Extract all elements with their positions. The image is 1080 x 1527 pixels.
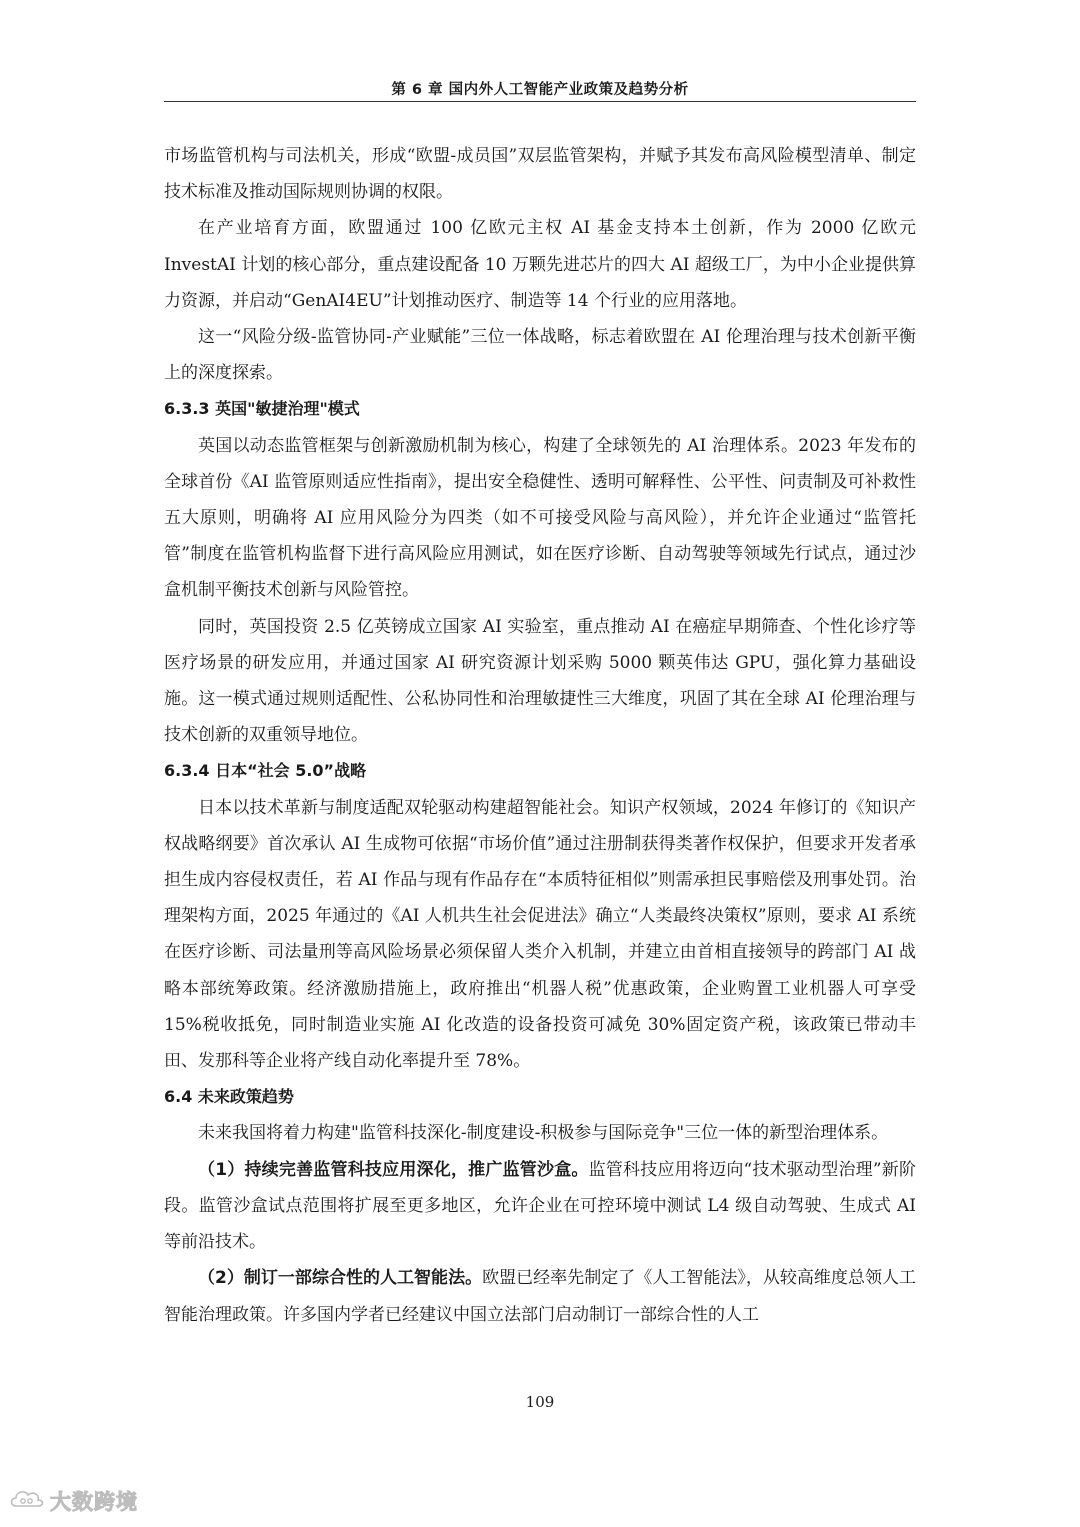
page-body — [164, 138, 916, 1333]
paragraph: 同时，英国投资 2.5 亿英镑成立国家 AI 实验室，重点推动 AI 在癌症早期筛查、个性化诊疗等医疗场景的研发应用，并通过国家 AI 研究资源计划采购 5000 颗英伟达 GPU，强化算力基础设施。这一模式通过规则适配性、公私协同性和治理敏捷性三大维度，巩固了其在全球 AI 伦理治理与技术创新的双重领导地位。 — [164, 616, 916, 746]
page-number: 109 — [525, 1393, 555, 1411]
paragraph: 日本以技术革新与制度适配双轮驱动构建超智能社会。知识产权领域，2024 年修订的《知识产权战略纲要》首次承认 AI 生成物可依据“市场价值”通过注册制获得类著作权保护，但要求开发者承担生成内容侵权责任，若 AI 作品与现有作品存在“本质特征相似”则需承担民事赔偿及刑事处罚。治理架构方面，2025 年通过的《AI 人机共生社会促进法》确立“人类最终决策权”原则，要求 AI 系统在医疗诊断、司法量刑等高风险场景必须保留人类介入机制，并建立由首相直接领导的跨部门 AI 战略本部统筹政策。经济激励措施上，政府推出“机器人税”优惠政策，企业购置工业机器人可享受 15%税收抵免，同时制造业实施 AI 化改造的设备投资可减免 30%固定资产税，该政策已带动丰田、发那科等企业将产线自动化率提升至 78%。 — [164, 797, 916, 1072]
paragraph-text: 欧盟已经率先制定了《人工智能法》，从较高维度总领人工智能治理政策。许多国内学者已经建议中国立法部门启动制订一部综合性的人工 — [164, 1268, 917, 1325]
header-rule — [164, 101, 916, 102]
paragraph-text: 监管科技应用将迈向“技术驱动型治理”新阶段。监管沙盒试点范围将扩展至更多地区，允许企业在可控环境中测试 L4 级自动驾驶、生成式 AI 等前沿技术。 — [164, 1159, 916, 1253]
paragraph: 在产业培育方面，欧盟通过 100 亿欧元主权 AI 基金支持本土创新，作为 2000 亿欧元 InvestAI 计划的核心部分，重点建设配备 10 万颗先进芯片的四大 AI 超级工厂，为中小企业提供算力资源，并启动“GenAI4EU”计划推动医疗、制造等 14 个行业的应用落地。 — [164, 218, 916, 311]
paragraph: 英国以动态监管框架与创新激励机制为核心，构建了全球领先的 AI 治理体系。2023 年发布的全球首份《AI 监管原则适应性指南》，提出安全稳健性、透明可解释性、公平性、问责制及可补救性五大原则，明确将 AI 应用风险分为四类（如不可接受风险与高风险），并允许企业通过“监管托管”制度在监管机构监督下进行高风险应用测试，如在医疗诊断、自动驾驶等领域先行试点，通过沙盒机制平衡技术创新与风险管控。 — [164, 435, 916, 601]
paragraph — [164, 1152, 916, 1261]
paragraph: 未来我国将着力构建"监管科技深化-制度建设-积极参与国际竞争"三位一体的新型治理体系。 — [198, 1123, 889, 1144]
running-header: 第 6 章 国内外人工智能产业政策及趋势分析 — [391, 82, 689, 98]
section-heading-6-3-4: 6.3.4 日本“社会 5.0”战略 — [164, 761, 367, 781]
watermark-text: 大数跨境 — [50, 1490, 138, 1514]
section-heading-6-3-3: 6.3.3 英国"敏捷治理"模式 — [164, 399, 360, 419]
section-heading-6-4: 6.4 未来政策趋势 — [164, 1087, 294, 1107]
cloud-logo-icon — [8, 1486, 46, 1516]
paragraph: 这一“风险分级-监管协同-产业赋能”三位一体战略，标志着欧盟在 AI 伦理治理与技术创新平衡上的深度探索。 — [164, 327, 916, 384]
bold-lead: （2）制订一部综合性的人工智能法。 — [198, 1268, 483, 1289]
bold-lead: （1）持续完善监管科技应用深化，推广监管沙盒。 — [198, 1159, 589, 1180]
watermark — [8, 1486, 138, 1516]
paragraph: 市场监管机构与司法机关，形成“欧盟-成员国”双层监管架构，并赋予其发布高风险模型清单、制定技术标准及推动国际规则协调的权限。 — [164, 146, 916, 203]
paragraph — [164, 1260, 916, 1332]
